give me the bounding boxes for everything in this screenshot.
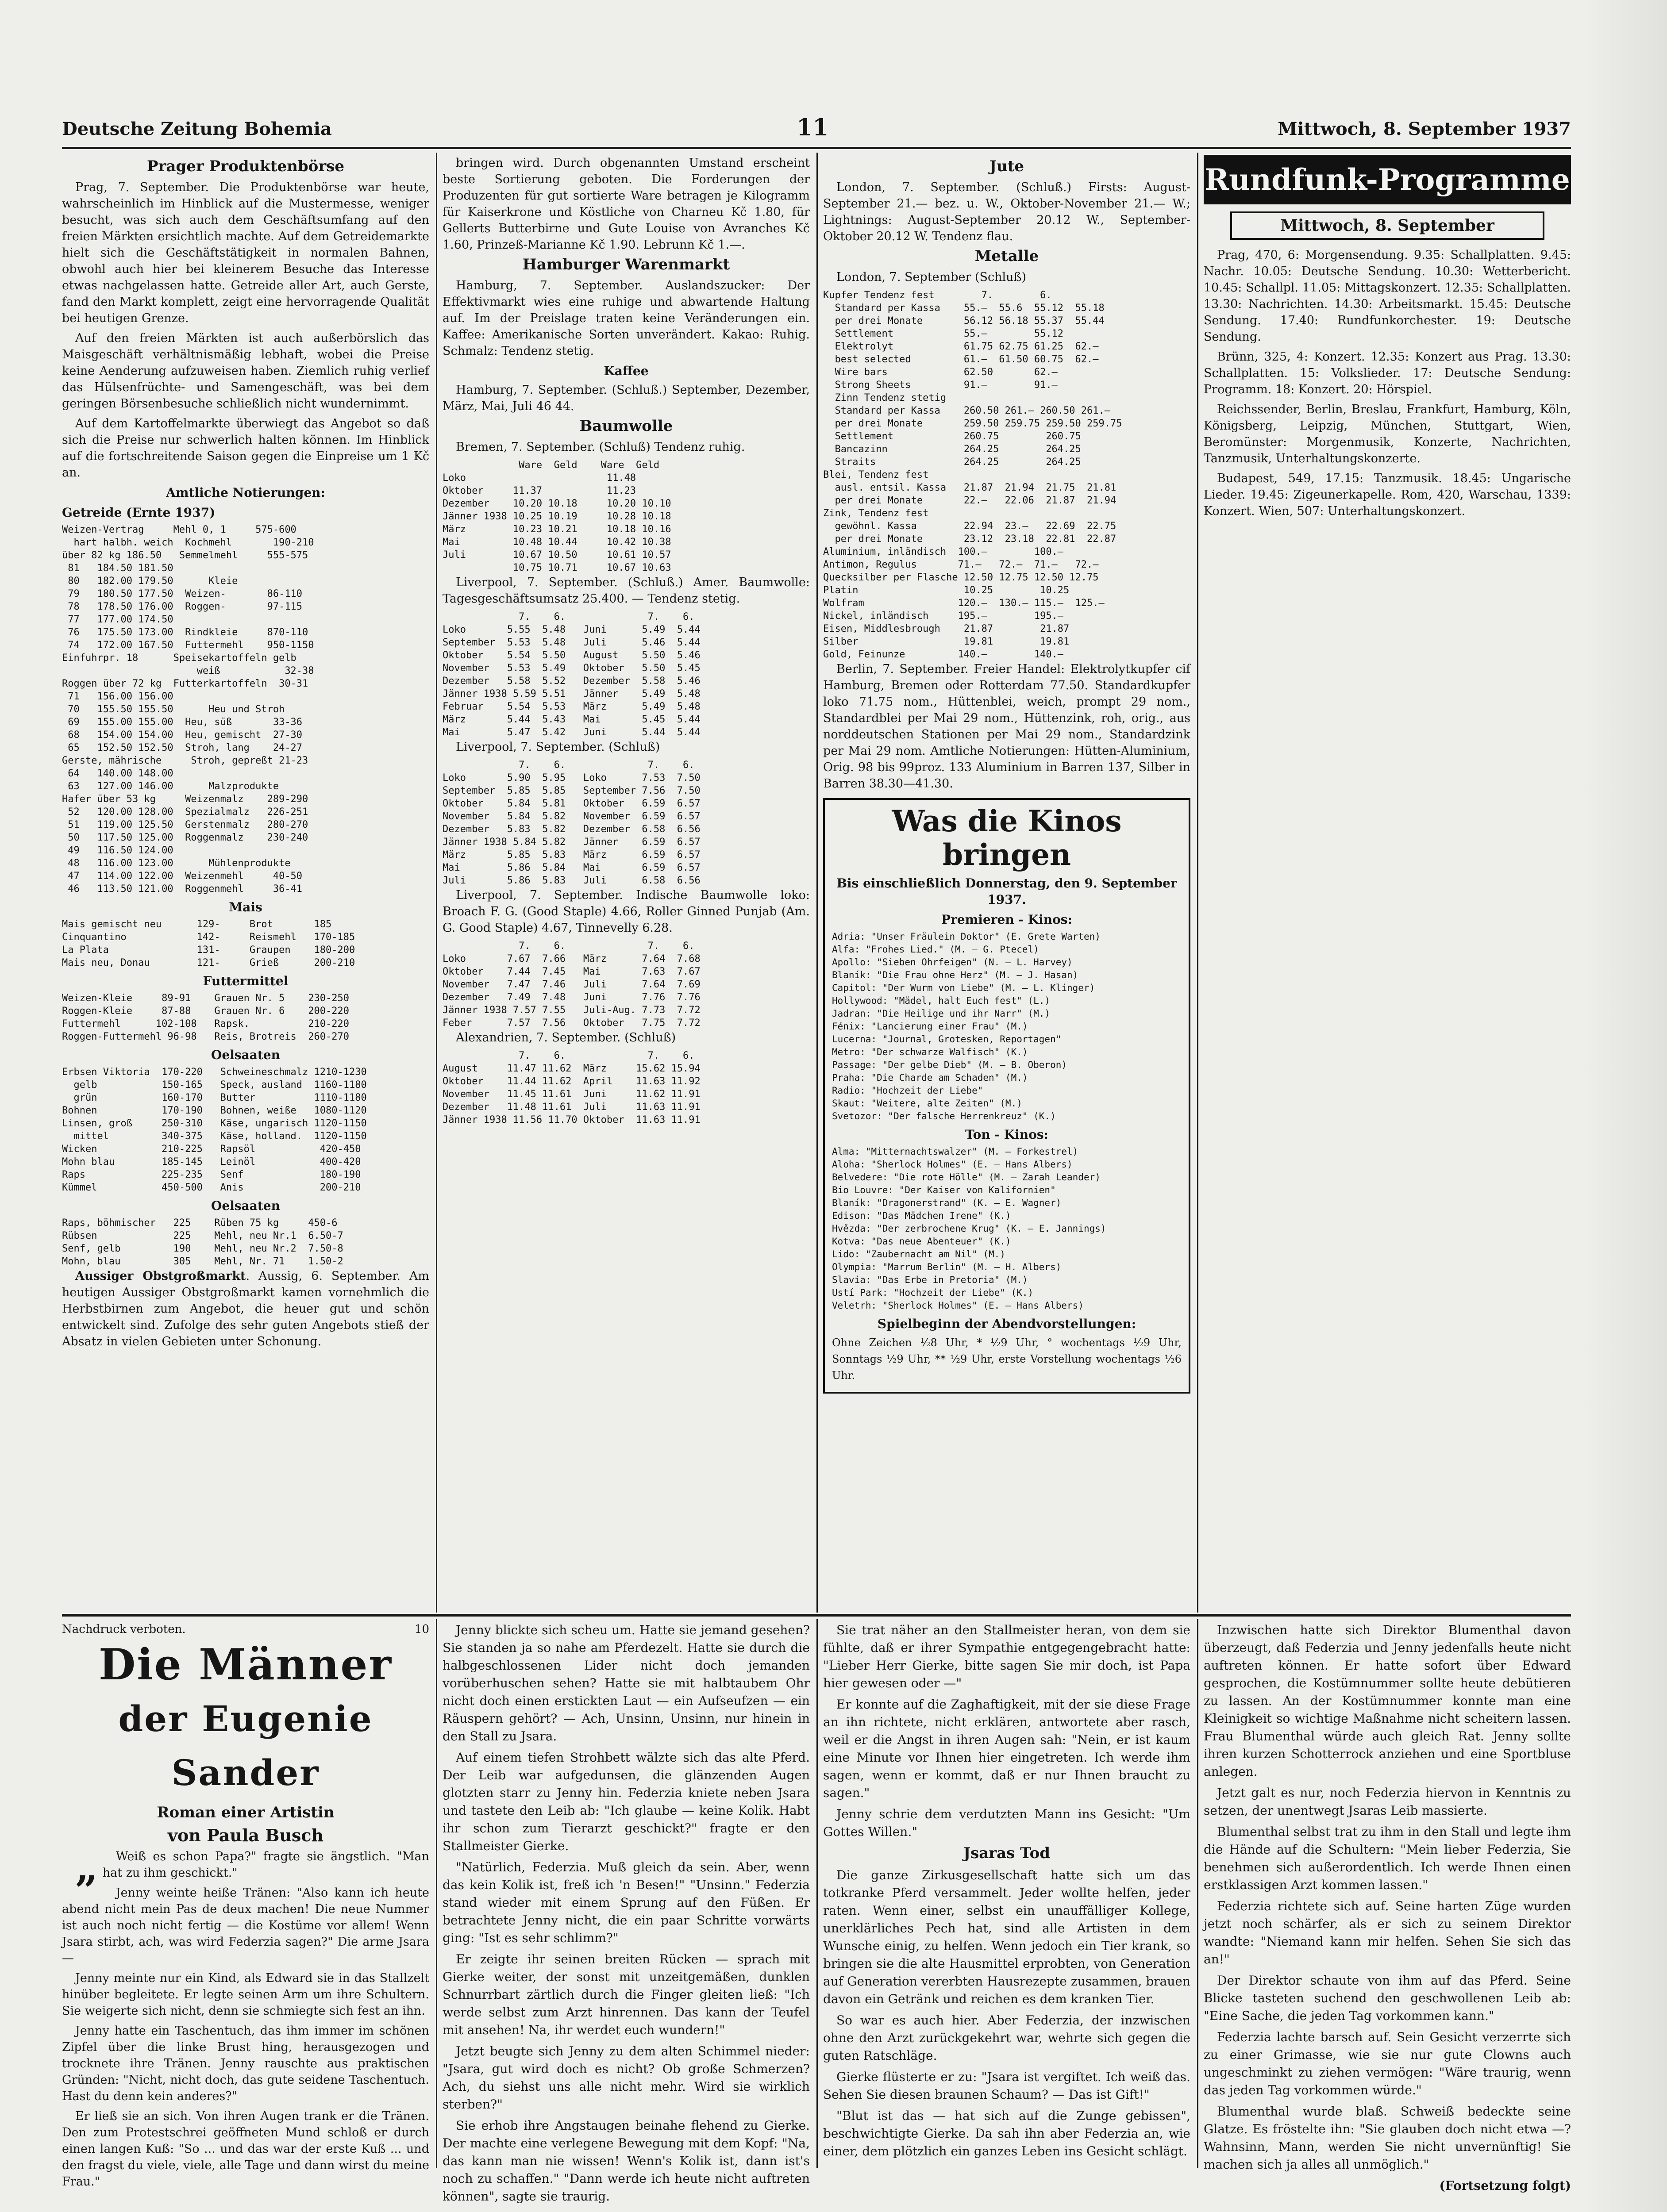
table-heading: Futtermittel [203,974,289,988]
serial-author: von Paula Busch [167,1825,324,1845]
story-text: Weiß es schon Papa?" fragte sie ängstlich. "Man hat zu ihm geschickt." [102,1850,429,1880]
story-paragraph: "Natürlich, Federzia. Muß gleich da sein. Aber, wenn das kein Kolik ist, freß ich 'n Besen!" "Unsinn." Federzia stand wieder mit einem Sprung auf den Füßen. Er betrachtete Jenny nicht, die ein paar Schritte vorwärts ging: "Ist es sehr schlimm?" [443,1860,810,1945]
serial-title-line-1: Die Männer [99,1640,393,1690]
radio-column [1204,155,1571,1610]
article-title: Baumwolle [579,417,673,435]
serial-title-line-2: der Eugenie Sander [118,1698,373,1793]
price-table: Weizen-Kleie 89-91 Grauen Nr. 5 230-250 Roggen-Kleie 87-88 Grauen Nr. 6 200-220 Futtermehl 102-108 Rapsk. 210-220 Roggen-Futtermehl 96-98 Reis, Brotreis 260-270 [62,993,350,1042]
story-paragraph: Er zeigte ihr seinen breiten Rücken — sprach mit Gierke weiter, der sonst mit unzeitgemäßen, dunklen Schnurrbart zärtlich durch die Finger gleiten ließ: "Ich werde selbst zum Arzt hinrennen. Das kann der Teufel mit ansehen! Na, ihr werdet euch wundern!" [443,1952,810,2037]
story-paragraph [62,1844,429,1891]
story-paragraph: Federzia lachte barsch auf. Sein Gesicht verzerrte sich zu einer Grimasse, wie sie nur gute Clowns auch ungeschminkt zu ziehen vermögen: "Wäre traurig, wenn das jeden Tag vorkommen würde." [1204,2030,1571,2097]
market-column-2 [443,155,810,1610]
story-paragraph: Blumenthal wurde blaß. Schweiß bedeckte seine Glatze. Es fröstelte ihn: "Sie glauben doch nicht etwa —? Wahnsinn, Mann, werden Sie nicht unvernünftig! Sie machen sich ja alles all unmöglich." [1204,2104,1571,2172]
installment-number: 10 [414,1623,429,1636]
cinema-times: Ohne Zeichen ½8 Uhr, * ½9 Uhr, ° wochentags ½9 Uhr, Sonntags ½9 Uhr, ** ½9 Uhr, erste Vorstellung wochentags ½6 Uhr. [832,1336,1182,1382]
column-divider [436,1619,437,2168]
story-paragraph: Blumenthal selbst trat zu ihm in den Stall und legte ihm die Hände auf die Schultern: "Mein lieber Federzia, Sie benehmen sich außerordentlich. Ich werde Ihnen einen erstklassigen Arzt kommen lassen." [1204,1824,1571,1892]
market-column-3 [823,155,1190,1610]
article-paragraph: bringen wird. Durch obgenannten Umstand erscheint beste Sortierung geboten. Die Forderungen der Produzenten für gut sortierte Ware betragen je Kilogramm für Kaiserkrone und Köstliche von Charneu Kč 1.80, für Gellerts Butterbirne und Gute Louise von Avranches Kč 1.60, Prinzeß-Marianne Kč 1.90. Lebrunn Kč 1.—. [443,156,810,252]
story-paragraph: Jenny blickte sich scheu um. Hatte sie jemand gesehen? Sie standen ja so nahe am Pferdezelt. Hatte sie durch die halbgeschlossenen Lider nicht doch jemanden vorüberhuschen sehen? Hatte sie mit halbtaubem Ohr nicht doch einen erstickten Laut — ein Aufseufzen — ein Räuspern gehört? — Ach, Unsinn, Unsinn, nur hinein in den Stall zu Jsara. [443,1623,810,1743]
table-heading: Oelsaaten [211,1198,280,1213]
issue-date: Mittwoch, 8. September 1937 [1278,119,1571,139]
story-paragraph: Jetzt beugte sich Jenny zu dem alten Schimmel nieder: "Jsara, gut wird doch es nicht? Ob große Schmerzen? Ach, du siehst uns alle nicht mehr. Wird sie wirklich sterben?" [443,2044,810,2112]
article-paragraph: Bremen, 7. September. (Schluß) Tendenz ruhig. [456,440,745,454]
radio-date: Mittwoch, 8. September [1280,216,1494,235]
serial-column-1 [62,1621,429,2189]
article-title: Hamburger Warenmarkt [522,256,730,273]
radio-banner [1204,155,1571,204]
header-rule [62,147,1571,149]
story-paragraph: Sie erhob ihre Angstaugen beinahe flehend zu Gierke. Der machte eine verlegene Bewegung mit dem Kopf: "Na, das kann man nie wissen! Wenn's Kolik ist, dann ist's noch zu schaffen." "Dann werde ich heute nicht auftreten können", sagte sie traurig. [443,2118,810,2204]
article-paragraph: Prag, 7. September. Die Produktenbörse war heute, wahrscheinlich im Hinblick auf die Mustermesse, weniger besucht, was sich auch dem Geschäftsumfang auf den freien Märkten ersichtlich machte. Auf dem Getreidemarkte hielt sich die Geschäftstätigkeit in normalen Bahnen, obwohl auch hier bei kleinerem Besuche das Interesse etwas nachgelassen hatte. Getreide aller Art, auch Gerste, fand den Markt komplett, zeigt eine hervorragende Qualität bei heutigen Grenze. [62,180,429,325]
price-table: Raps, böhmischer 225 Rüben 75 kg 450-6 Rübsen 225 Mehl, neu Nr.1 6.50-7 Senf, gelb 190 Mehl, neu Nr.2 7.50-8 Mohn, blau 305 Mehl, Nr. 71 1.50-2 [62,1217,343,1267]
price-table: Kupfer Tendenz fest 7. 6. Standard per Kassa 55.— 55.6 55.12 55.18 per drei Monate 56.12 56.18 55.37 55.44 Settlement 55.— 55.12 Elektrolyt 61.75 62.75 61.25 62.— best selected 61.— 61.50 60.75 62.— Wire bars 62.50 62.— Strong Sheets 91.— 91.— Zinn Tendenz stetig Standard per Kassa 260.50 261.— 260.50 261.— per drei Monate 259.50 259.75 259.50 259.75 Settlement 260.75 260.75 Bancazinn 264.25 264.25 Straits 264.25 264.25 Blei, Tendenz fest ausl. entsil. Kassa 21.87 21.94 21.75 21.81 per drei Monate 22.— 22.06 21.87 21.94 Zink, Tendenz fest gewöhnl. Kassa 22.94 23.— 22.69 22.75 per drei Monate 23.12 23.18 22.81 22.87 Aluminium, inländisch 100.— 100.— Antimon, Regulus 71.— 72.— 71.— 72.— Quecksilber per Flasche 12.50 12.75 12.50 12.75 Platin 10.25 10.25 Wolfram 120.— 130.— 115.— 125.— Nickel, inländisch 195.— 195.— Eisen, Middlesbrough 21.87 21.87 Silber 19.81 19.81 Gold, Feinunze 140.— 140.— [823,290,1122,660]
article-title: Jute [989,157,1024,175]
story-paragraph: Jenny weinte heiße Tränen: "Also kann ich heute abend nicht mein Pas de deux machen! Die neue Nummer ist auch noch nicht fertig — die Kostüme vor allem! Wenn Jsara stirbt, ach, was wird Federzia sagen?" Die arme Jsara — [62,1886,429,1965]
to-be-continued: (Fortsetzung folgt) [1439,2178,1571,2193]
radio-listing: Prag, 470, 6: Morgensendung. 9.35: Schallplatten. 9.45: Nachr. 10.05: Deutsche Sendung. 10.30: Wetterbericht. 10.45: Schallpl. 11.05: Mittagskonzert. 12.35: Schallplatten. 13.30: Nachrichten. 14.30: Arbeitsmarkt. 15.45: Deutsche Sendung. 17.40: Rundfunkorchester. 19: Deutsche Sendung. [1204,248,1571,344]
price-table: Erbsen Viktoria 170-220 Schweineschmalz 1210-1230 gelb 150-165 Speck, ausland 1160-1180 grün 160-170 Butter 1110-1180 Bohnen 170-190 Bohnen, weiße 1080-1120 Linsen, groß 250-310 Käse, ungarisch 1120-1150 mittel 340-375 Käse, holland. 1120-1150 Wicken 210-225 Rapsöl 420-450 Mohn blau 185-145 Leinöl 400-420 Raps 225-235 Senf 180-190 Kümmel 450-500 Anis 200-210 [62,1067,367,1193]
serial-column-2 [443,1621,810,2204]
section-heading: Premieren - Kinos: [941,912,1072,927]
section-heading: Ton - Kinos: [965,1127,1048,1142]
article-paragraph: Hamburg, 7. September. (Schluß.) September, Dezember, März, Mai, Juli 46 44. [443,383,810,413]
page-header [62,110,1571,145]
column-divider [816,153,818,1613]
article-paragraph: Liverpool, 7. September. (Schluß) [456,740,660,754]
cinema-list: Alma: "Mitternachtswalzer" (M. — Forkestrel) Aloha: "Sherlock Holmes" (E. — Hans Albers) Belvedere: "Die rote Hölle" (M. — Zarah Leander) Bio Louvre: "Der Kaiser von Kalifornien" Blaník: "Dragonerstrand" (K. — E. Wagner) Edison: "Das Mädchen Irene" (K.) Hvězda: "Der zerbrochene Krug" (K. — E. Jannings) Kotva: "Das neue Abenteuer" (K.) Lido: "Zaubernacht am Nil" (M.) Olympia: "Marrum Berlin" (M. — H. Albers) Slavia: "Das Erbe in Pretoria" (M.) Ustí Park: "Hochzeit der Liebe" (K.) Veletrh: "Sherlock Holmes" (E. — Hans Albers) [832,1146,1106,1311]
article-paragraph: London, 7. September. (Schluß.) Firsts: August-September 21.— bez. u. W., Oktober-November 21.— W.; Lightnings: August-September 20.12 W., September-Oktober 20.12 W. Tendenz flau. [823,180,1190,243]
radio-listing: Brünn, 325, 4: Konzert. 12.35: Konzert aus Prag. 13.30: Schallplatten. 15: Volkslieder. 17: Deutsche Sendung: Programm. 18: Konzert. 20: Hörspiel. [1204,350,1571,396]
story-paragraph: Die ganze Zirkusgesellschaft hatte sich um das totkranke Pferd versammelt. Jeder wollte helfen, jeder raten. Wenn einer, selbst ein unauffälliger Kollege, unerklärliches Pech hat, sind alle Artisten in dem Wunsche einig, zu helfen. Wenn jedoch ein Tier krank, so bringen sie die alte Hausmittel erprobten, von Generation auf Generation vererbten Hausrezepte zusammen, brauen davon ein Getränk und reichen es dem kranken Tier. [823,1868,1190,2006]
newspaper-name: Deutsche Zeitung Bohemia [62,119,332,139]
drop-cap: „ [75,1844,98,1891]
section-heading: Kaffee [604,364,649,378]
story-paragraph: Sie trat näher an den Stallmeister heran, von dem sie fühlte, daß er ihrer Sympathie entgegengebracht hatte: "Lieber Herr Gierke, bitte sagen Sie mir doch, ist Papa hier gewesen oder —" [823,1623,1190,1690]
story-paragraph: "Blut ist das — hat sich auf die Zunge gebissen", beschwichtigte Gierke. Da sah ihn aber Federzia an, wie einer, dem plötzlich ein ganzes Leben ins Gesicht schlägt. [823,2108,1190,2158]
reprint-notice: Nachdruck verboten. [62,1623,186,1636]
column-divider [436,153,437,1613]
chapter-heading: Jsaras Tod [963,1844,1051,1862]
price-table: Ware Geld Ware Geld Loko 11.48 Oktober 11.37 11.23 Dezember 10.20 10.18 10.20 10.10 Jänner 1938 10.25 10.19 10.28 10.18 März 10.23 10.21 10.18 10.16 Mai 10.48 10.44 10.42 10.38 Juli 10.67 10.50 10.61 10.57 10.75 10.71 10.67 10.63 [443,460,671,573]
article-paragraph: Aussiger Obstgroßmarkt. Aussig, 6. September. Am heutigen Aussiger Obstgroßmarkt kamen vornehmlich die Herbstbirnen zum Angebot, die heuer gut und schön entwickelt sind. Zufolge des sehr guten Angebots stieß der Absatz in vielen Gebieten unter Schonung. [62,1269,429,1348]
story-paragraph: Jetzt galt es nur, noch Federzia hiervon in Kenntnis zu setzen, der unentwegt Jsaras Leib massierte. [1204,1786,1571,1818]
story-paragraph: Der Direktor schaute von ihm auf das Pferd. Seine Blicke tasteten suchend den geschwollenen Leib ab: "Eine Sache, die jeden Tag vorkommen kann." [1204,1973,1571,2023]
section-rule [62,1614,1571,1617]
cinema-subtitle: Bis einschließlich Donnerstag, den 9. September 1937. [836,876,1177,907]
article-paragraph: Hamburg, 7. September. Auslandszucker: Der Effektivmarkt wies eine ruhige und abwartende Haltung auf. Im der Preislage traten keine Veränderungen ein. Kaffee: Amerikanische Sorten unverändert. Kakao: Ruhig. Schmalz: Tendenz stetig. [443,279,810,358]
page-number: 11 [797,114,829,141]
section-heading: Amtliche Notierungen: [166,485,325,500]
serial-genre: Roman einer Artistin [157,1804,335,1821]
market-column-1 [62,155,429,1610]
story-paragraph: Auf einem tiefen Strohbett wälzte sich das alte Pferd. Der Leib war aufgedunsen, die glänzenden Augen glotzten starr zu Jenny hin. Federzia kniete neben Jsara und tastete den Leib ab: "Ich glaube — keine Kolik. Habt ihr schon zum Tierarzt geschickt?" fragte er den Stallmeister Gierke. [443,1750,810,1853]
price-table: Weizen-Vertrag Mehl 0, 1 575-600 hart halbh. weich Kochmehl 190-210 über 82 kg 186.50 Semmelmehl 555-575 81 184.50 181.50 80 182.00 179.50 Kleie 79 180.50 177.50 Weizen- 86-110 78 178.50 176.00 Roggen- 97-115 77 177.00 174.50 76 175.50 173.00 Rindkleie 870-110 74 172.00 167.50 Futtermehl 950-1150 Einfuhrpr. 18 Speisekartoffeln gelb weiß 32-38 Roggen über 72 kg Futterkartoffeln 30-31 71 156.00 156.00 70 155.50 155.50 Heu und Stroh 69 155.00 155.00 Heu, süß 33-36 68 154.00 154.00 Heu, gemischt 27-30 65 152.50 152.50 Stroh, lang 24-27 Gerste, mährische Stroh, gepreßt 21-23 64 140.00 148.00 63 127.00 146.00 Malzprodukte Hafer über 53 kg Weizenmalz 289-290 52 120.00 128.00 Spezialmalz 226-251 51 119.00 125.50 Gerstenmalz 280-270 50 117.50 125.00 Roggenmalz 230-240 49 116.50 124.00 48 116.00 123.00 Mühlenprodukte 47 114.00 122.00 Weizenmehl 40-50 46 113.50 121.00 Roggenmehl 36-41 [62,524,314,895]
radio-date-box [1230,211,1544,240]
price-table: 7. 6. 7. 6. August 11.47 11.62 März 15.62 15.94 Oktober 11.44 11.62 April 11.63 11.92 November 11.45 11.61 Juni 11.62 11.91 Dezember 11.48 11.61 Juli 11.63 11.91 Jänner 1938 11.56 11.70 Oktober 11.63 11.91 [443,1050,701,1125]
cinema-title: Was die Kinos bringen [892,804,1122,872]
column-divider [816,1619,818,2168]
column-divider [1197,153,1198,1613]
story-paragraph: Jenny hatte ein Taschentuch, das ihm immer im schönen Zipfel über die linke Brust hing, herausgezogen und trocknete ihre Tränen. Jenny rauschte aus praktischen Gründen: "Nicht, nicht doch, das gute seidene Taschentuch. Hast du denn kein anderes?" [62,2024,429,2103]
story-paragraph: Federzia richtete sich auf. Seine harten Züge wurden jetzt noch schärfer, als er sich zu seinem Direktor wandte: "Niemand kann mir helfen. Sehen Sie sich das an!" [1204,1899,1571,1966]
story-paragraph: Jenny schrie dem verdutzten Mann ins Gesicht: "Um Gottes Willen." [823,1807,1190,1839]
section-heading: Spielbeginn der Abendvorstellungen: [877,1317,1136,1331]
scan-edge-shadow [1582,0,1667,2212]
article-title: Prager Produktenbörse [146,157,345,175]
article-paragraph: London, 7. September (Schluß) [836,270,1027,284]
serial-column-3 [823,1621,1190,2166]
table-heading: Oelsaaten [211,1048,280,1062]
story-paragraph: Jenny meinte nur ein Kind, als Edward sie in das Stallzelt hinüber begleitete. Er legte seinen Arm um ihre Schultern. Sie weigerte sich nicht, denn sie schmiegte sich fest an ihn. [62,1971,429,2018]
price-table: 7. 6. 7. 6. Loko 5.90 5.95 Loko 7.53 7.50 September 5.85 5.85 September 7.56 7.50 Oktober 5.84 5.81 Oktober 6.59 6.57 November 5.84 5.82 November 6.59 6.57 Dezember 5.83 5.82 Dezember 6.58 6.56 Jänner 1938 5.84 5.82 Jänner 6.59 6.57 März 5.85 5.83 März 6.59 6.57 Mai 5.86 5.84 Mai 6.59 6.57 Juli 5.86 5.83 Juli 6.58 6.56 [443,760,701,886]
price-table: Mais gemischt neu 129- Brot 185 Cinquantino 142- Reismehl 170-185 La Plata 131- Graupen 180-200 Mais neu, Donau 121- Grieß 200-210 [62,919,355,968]
price-table: 7. 6. 7. 6. Loko 7.67 7.66 März 7.64 7.68 Oktober 7.44 7.45 Mai 7.63 7.67 November 7.47 7.46 Juli 7.64 7.69 Dezember 7.49 7.48 Juni 7.76 7.76 Jänner 1938 7.57 7.55 Juli-Aug. 7.73 7.72 Feber 7.57 7.56 Oktober 7.75 7.72 [443,941,701,1029]
story-paragraph: Inzwischen hatte sich Direktor Blumenthal davon überzeugt, daß Federzia und Jenny jedenfalls heute nicht auftreten können. Er hatte sofort über Edward gesprochen, die Kostümnummer sollte heute debütieren zu lassen. An der Kostümnummer konnte man eine Kleinigkeit so wichtige Maßnahme nicht scheitern lassen. Frau Blumenthal würde auch gleich Rat. Jenny sollte ihren kurzen Schotterrock anziehen und eine Sportbluse anlegen. [1204,1623,1571,1779]
article-paragraph: Berlin, 7. September. Freier Handel: Elektrolytkupfer cif Hamburg, Bremen oder Rotterdam 77.50. Standardkupfer loko 71.75 nom., Hüttenblei, weich, prompt 29 nom., Standardblei per Mai 29 nom., Hüttenzink, roh, orig., aus norddeutschen Stationen per Mai 29 nom., Standardzink per Mai 29 nom. Amtliche Notierungen: Hütten-Aluminium, Orig. 98 bis 99proz. 133 Aluminium in Barren 137, Silber in Barren 38.30—41.30. [823,662,1190,791]
serial-column-4 [1204,1621,1571,2193]
table-heading: Getreide (Ernte 1937) [62,505,216,520]
article-paragraph: Liverpool, 7. September. (Schluß.) Amer. Baumwolle: Tagesgeschäftsumsatz 25.400. — Tendenz stetig. [443,576,810,606]
cinema-listing-box [823,798,1190,1394]
radio-listing: Reichssender, Berlin, Breslau, Frankfurt, Hamburg, Köln, Königsberg, Leipzig, München, Stuttgart, Wien, Beromünster: Morgenmusik, Konzerte, Nachrichten, Tanzmusik, Unterhaltungskonzerte. [1204,403,1571,465]
table-heading: Mais [229,900,262,914]
article-title: Metalle [974,247,1039,265]
story-paragraph: Er konnte auf die Zaghaftigkeit, mit der sie diese Frage an ihn richtete, nicht erklären, antwortete aber rasch, weil er die Angst in ihren Augen sah: "Nein, er ist kaum eine Minute vor Ihnen hier eingetreten. Ich werde ihm sagen, wenn er kommt, daß er nur Ihnen braucht zu sagen." [823,1697,1190,1800]
price-table: 7. 6. 7. 6. Loko 5.55 5.48 Juni 5.49 5.44 September 5.53 5.48 Juli 5.46 5.44 Oktober 5.54 5.50 August 5.50 5.46 November 5.53 5.49 Oktober 5.50 5.45 Dezember 5.58 5.52 Dezember 5.58 5.46 Jänner 1938 5.59 5.51 Jänner 5.49 5.48 Februar 5.54 5.53 März 5.49 5.48 März 5.44 5.43 Mai 5.45 5.44 Mai 5.47 5.42 Juni 5.44 5.44 [443,611,701,738]
radio-listing: Budapest, 549, 17.15: Tanzmusik. 18.45: Ungarische Lieder. 19.45: Zigeunerkapelle. Rom, 420, Warschau, 1339: Konzert. Wien, 507: Unterhaltungskonzert. [1204,472,1571,518]
radio-banner-title: Rundfunk-Programme [1205,162,1570,197]
article-paragraph: Alexandrien, 7. September. (Schluß) [456,1031,676,1045]
article-paragraph: Auf den freien Märkten ist auch außerbörslich das Maisgeschäft verhältnismäßig lebhaft, wobei die Preise keine Aenderung aufzuweisen haben. Ziemlich ruhig verlief das Hülsenfrüchte- und Samengeschäft, was bei dem geringen Börsenbesuche schließlich nicht wundernimmt. [62,331,429,411]
article-text: Aussig, 6. September. Am heutigen Aussiger Obstgroßmarkt kamen vornehmlich die Herbstbirnen zum Angebot, die heuer gut und schön entwickelt sind. Zufolge des sehr guten Angebots stieß der Absatz in vielen Gebieten unter Schonung. [62,1269,429,1348]
story-paragraph: Er ließ sie an sich. Von ihren Augen trank er die Tränen. Den zum Protestschrei geöffneten Mund schloß er durch einen langen Kuß: "So ... und das war der erste Kuß ... und den fragst du viele, viele, alle Tage und dann wirst du meine Frau." [62,2109,429,2189]
article-paragraph: Auf dem Kartoffelmarkte überwiegt das Angebot so daß sich die Preise nur schwerlich halten können. Im Hinblick auf die fortschreitende Saison gegen die Einpreise um 1 Kč an. [62,417,429,480]
serial-notice-row [62,1621,429,1638]
story-paragraph: Gierke flüsterte er zu: "Jsara ist vergiftet. Ich weiß das. Sehen Sie diesen braunen Schaum? — Das ist Gift!" [823,2070,1190,2102]
article-paragraph: Liverpool, 7. September. Indische Baumwolle loko: Broach F. G. (Good Staple) 4.66, Roller Ginned Punjab (Am. G. Good Staple) 4.67, Tinnevelly 6.28. [443,888,810,935]
cinema-list: Adria: "Unser Fräulein Doktor" (E. Grete Warten) Alfa: "Frohes Lied." (M. — G. Ptecel) Apollo: "Sieben Ohrfeigen" (N. — L. Harvey) Blaník: "Die Frau ohne Herz" (M. — J. Hasan) Capitol: "Der Wurm von Liebe" (M. — L. Klinger) Hollywood: "Mädel, halt Euch fest" (L.) Jadran: "Die Heilige und ihr Narr" (M.) Fénix: "Lancierung einer Frau" (M.) Lucerna: "Journal, Grotesken, Reportagen" Metro: "Der schwarze Walfisch" (K.) Passage: "Der gelbe Dieb" (M. — B. Oberon) Praha: "Die Charde am Schaden" (M.) Radio: "Hochzeit der Liebe" Skaut: "Weitere, alte Zeiten" (M.) Svetozor: "Der falsche Herrenkreuz" (K.) [832,931,1101,1121]
article-title: Aussiger Obstgroßmarkt [75,1269,246,1283]
story-paragraph: So war es auch hier. Aber Federzia, der inzwischen ohne den Arzt zurückgekehrt war, wehrte sich gegen die guten Ratschläge. [823,2013,1190,2063]
column-divider [1197,1619,1198,2168]
